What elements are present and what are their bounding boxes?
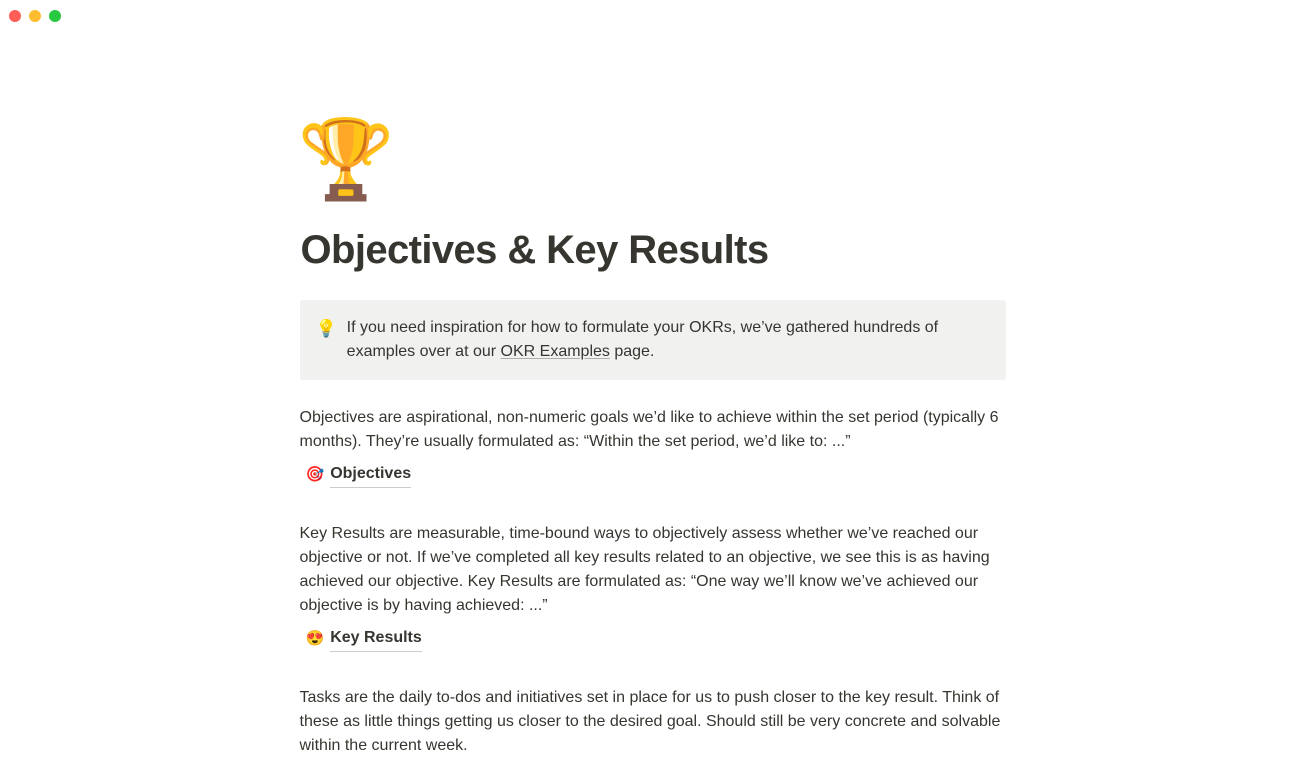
close-window-button[interactable] <box>9 10 21 22</box>
okr-examples-link[interactable]: OKR Examples <box>500 343 610 360</box>
document-page <box>0 32 1305 764</box>
spacer <box>300 652 1006 686</box>
callout-block <box>300 300 1006 380</box>
document-content <box>297 32 1006 758</box>
page-link-key-results[interactable] <box>306 626 1006 652</box>
page-link-objectives[interactable] <box>306 462 1006 488</box>
callout-text <box>347 316 990 364</box>
spacer <box>300 488 1006 522</box>
lightbulb-icon: 💡 <box>315 319 337 338</box>
smiling-face-with-hearts-icon: 😍 <box>305 629 325 647</box>
page-title: Objectives & Key Results <box>300 228 769 272</box>
maximize-window-button[interactable] <box>49 10 61 22</box>
callout-text-after: page. <box>609 343 655 360</box>
window-controls <box>0 10 61 22</box>
paragraph-tasks: Tasks are the daily to-dos and initiatives set in place for us to push closer to the key result. Think of these as little things getting us closer to the desired goal. Should still be very concrete and solvable within the current week. <box>299 689 1001 754</box>
target-icon: 🎯 <box>305 465 325 483</box>
page-link-key-results-label: Key Results <box>330 626 422 652</box>
page-link-objectives-label: Objectives <box>330 462 411 488</box>
paragraph-key-results: Key Results are measurable, time-bound ways to objectively assess whether we’ve reached our objective or not. If we’ve completed all key results related to an objective, we see this is as having achieved our objective. Key Results are formulated as: “One way we’ll know we’ve achieved our objective is by having achieved: ...” <box>299 525 990 614</box>
window-titlebar <box>0 0 1305 32</box>
minimize-window-button[interactable] <box>29 10 41 22</box>
paragraph-objectives: Objectives are aspirational, non-numeric goals we’d like to achieve within the set period (typically 6 months). They’re usually formulated as: “Within the set period, we’d like to: ...” <box>299 409 999 450</box>
trophy-icon[interactable]: 🏆 <box>297 115 395 203</box>
callout-text-before: If you need inspiration for how to formulate your OKRs, we’ve gathered hundreds of examples over at our <box>346 319 939 360</box>
